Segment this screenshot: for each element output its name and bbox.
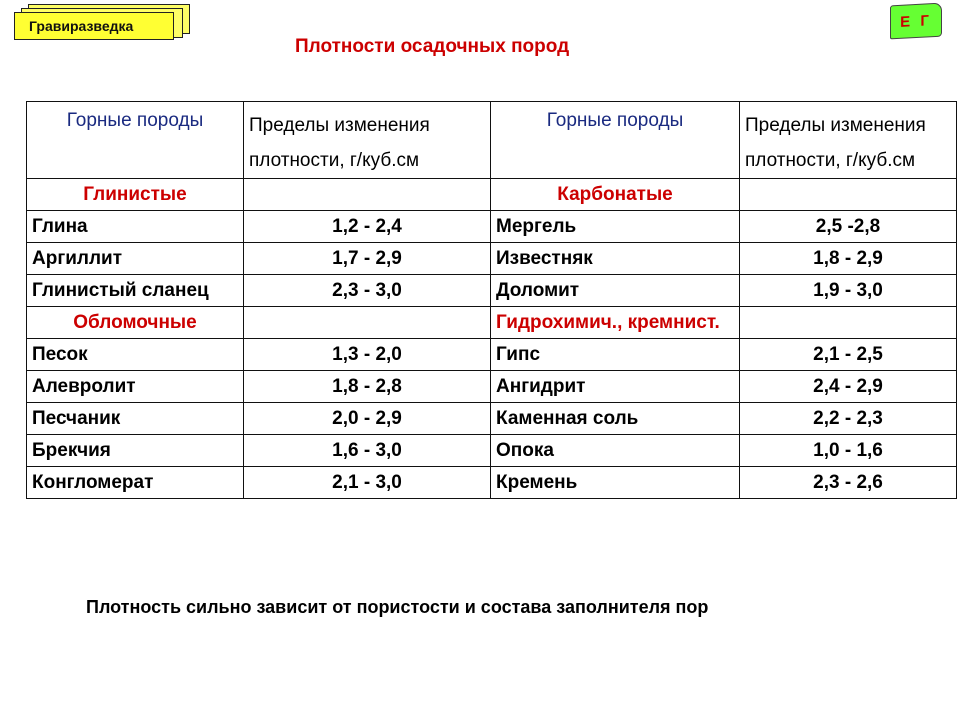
cell-value-left: 1,2 - 2,4: [244, 211, 491, 243]
rock-name-left: Алевролит: [27, 371, 244, 403]
table-row: [27, 275, 957, 307]
cell-value-left: 1,6 - 3,0: [244, 435, 491, 467]
rock-name-right: Мергель: [491, 211, 740, 243]
header-range-right: Пределы изменения плотности, г/куб.см: [740, 102, 957, 179]
rock-name-left: Песчаник: [27, 403, 244, 435]
cell-value-right: 2,1 - 2,5: [740, 339, 957, 371]
cell-value-left: 2,0 - 2,9: [244, 403, 491, 435]
table-row: [27, 211, 957, 243]
flag-label: Е Г: [900, 11, 932, 31]
density-table: [26, 101, 957, 499]
cell-value-right: 1,0 - 1,6: [740, 435, 957, 467]
rock-name-right: Каменная соль: [491, 403, 740, 435]
cell-value-left: [244, 307, 491, 339]
cell-value-left: 2,1 - 3,0: [244, 467, 491, 499]
category-right: Гидрохимич., кремнист.: [491, 307, 740, 339]
cell-value-right: 2,4 - 2,9: [740, 371, 957, 403]
cell-value-right: 2,5 -2,8: [740, 211, 957, 243]
cell-value-right: 2,2 - 2,3: [740, 403, 957, 435]
table-header-row: [27, 102, 957, 179]
footnote: Плотность сильно зависит от пористости и состава заполнителя пор: [86, 597, 709, 617]
rock-name-left: Глинистый сланец: [27, 275, 244, 307]
category-left: Обломочные: [27, 307, 244, 339]
page-title: Плотности осадочных пород: [295, 36, 570, 57]
cell-value-left: [244, 179, 491, 211]
table-row: [27, 179, 957, 211]
rock-name-left: Конгломерат: [27, 467, 244, 499]
flag-icon[interactable]: [890, 3, 942, 40]
rock-name-right: Опока: [491, 435, 740, 467]
table-row: [27, 403, 957, 435]
cell-value-left: 2,3 - 3,0: [244, 275, 491, 307]
cell-value-left: 1,7 - 2,9: [244, 243, 491, 275]
rock-name-left: Глина: [27, 211, 244, 243]
cell-value-right: [740, 307, 957, 339]
rock-name-left: Песок: [27, 339, 244, 371]
cell-value-left: 1,8 - 2,8: [244, 371, 491, 403]
table-row: [27, 243, 957, 275]
cell-value-right: [740, 179, 957, 211]
header-range-left: Пределы изменения плотности, г/куб.см: [244, 102, 491, 179]
cell-value-left: 1,3 - 2,0: [244, 339, 491, 371]
badge-label: Гравиразведка: [14, 12, 174, 40]
table-row: [27, 371, 957, 403]
category-left: Глинистые: [27, 179, 244, 211]
table-row: [27, 435, 957, 467]
table-row: [27, 339, 957, 371]
rock-name-right: Кремень: [491, 467, 740, 499]
cell-value-right: 1,9 - 3,0: [740, 275, 957, 307]
table-row: [27, 467, 957, 499]
category-right: Карбонатые: [491, 179, 740, 211]
rock-name-right: Гипс: [491, 339, 740, 371]
rock-name-right: Ангидрит: [491, 371, 740, 403]
rock-name-right: Известняк: [491, 243, 740, 275]
cell-value-right: 2,3 - 2,6: [740, 467, 957, 499]
rock-name-right: Доломит: [491, 275, 740, 307]
table-row: [27, 307, 957, 339]
section-badge: [14, 4, 192, 44]
header-rocks-left: Горные породы: [27, 102, 244, 179]
rock-name-left: Аргиллит: [27, 243, 244, 275]
cell-value-right: 1,8 - 2,9: [740, 243, 957, 275]
header-rocks-right: Горные породы: [491, 102, 740, 179]
rock-name-left: Брекчия: [27, 435, 244, 467]
